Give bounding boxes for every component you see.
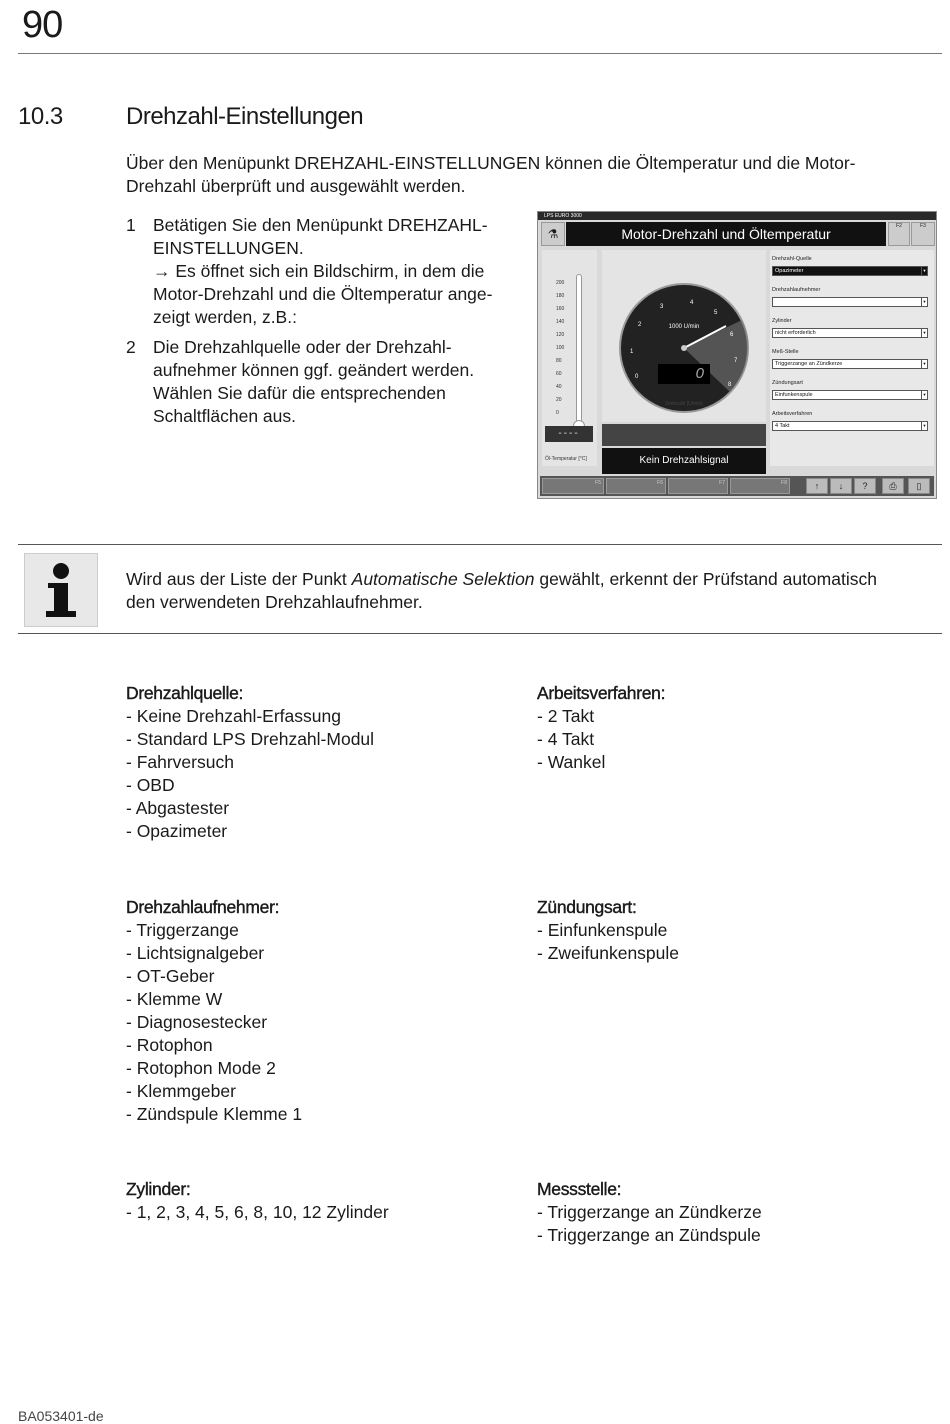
list-title: Drehzahlaufnehmer: — [126, 897, 280, 917]
setting-select — [772, 390, 928, 400]
thermometer-icon — [576, 274, 582, 424]
list-item: - Zündspule Klemme 1 — [126, 1104, 303, 1124]
thermo-tick: 160 — [556, 306, 565, 312]
info-icon — [24, 553, 98, 627]
header-rule — [18, 53, 942, 54]
setting-select — [772, 297, 928, 307]
list-item: - Zweifunkenspule — [537, 943, 680, 963]
list-title: Messstelle: — [537, 1179, 622, 1199]
function-key: F5 — [542, 478, 604, 494]
step-line: Die Drehzahlquelle oder der Drehzahl- — [153, 337, 452, 357]
section-title: Drehzahl-Einstellungen — [126, 103, 364, 130]
gauge-tick: 2 — [638, 322, 642, 328]
list-item: - 2 Takt — [537, 706, 595, 726]
list-zuendungsart — [537, 896, 927, 965]
info-rule-bottom — [18, 633, 942, 634]
dropdown-arrow-icon: ▼ — [922, 361, 927, 366]
step-line: aufnehmer können ggf. geändert werden. — [153, 360, 475, 380]
step-line: Wählen Sie dafür die entsprechenden — [153, 383, 446, 403]
list-item: - Diagnosestecker — [126, 1012, 268, 1032]
function-key: F6 — [606, 478, 666, 494]
oil-temp-display: ---- — [545, 426, 593, 442]
list-item: - Fahrversuch — [126, 752, 234, 772]
rpm-label: Drehzahl [U/min] — [665, 401, 703, 407]
list-item: - Abgastester — [126, 798, 230, 818]
window-caption: LPS EURO 3000 — [544, 213, 582, 219]
intro-line: Drehzahl überprüft und ausgewählt werden. — [126, 176, 466, 196]
arrow-up-icon: ↑ — [806, 478, 828, 494]
intro-line: Über den Menüpunkt DREHZAHL-EINSTELLUNGEN können die Öltemperatur und die Motor- — [126, 153, 856, 173]
tachometer-gauge — [602, 250, 766, 422]
list-item: - Triggerzange an Zündkerze — [537, 1202, 762, 1222]
window-caption-bar — [538, 212, 936, 220]
thermo-tick: 120 — [556, 332, 565, 338]
step-line: Betätigen Sie den Menüpunkt DREHZAHL- — [153, 215, 488, 235]
setting-value: nicht erforderlich — [775, 330, 816, 336]
setting-label: Drehzahlaufnehmer — [772, 287, 821, 293]
help-icon: ? — [854, 478, 876, 494]
setting-select — [772, 328, 928, 338]
gauge-tick: 1 — [630, 349, 634, 355]
oil-temp-label: Öl-Temperatur [°C] — [545, 456, 587, 462]
f3-label: F3 — [920, 223, 926, 229]
setting-select — [772, 421, 928, 431]
setting-label: Zylinder — [772, 318, 792, 324]
f2-button — [888, 222, 910, 246]
list-item: - Rotophon — [126, 1035, 213, 1055]
info-rule-top — [18, 544, 942, 545]
setting-label: Zündungsart — [772, 380, 803, 386]
signal-status: Kein Drehzahlsignal — [602, 448, 766, 474]
list-title: Zylinder: — [126, 1179, 191, 1199]
document-code: BA053401-de — [18, 1408, 104, 1424]
list-item: - Opazimeter — [126, 821, 228, 841]
info-line: den verwendeten Drehzahlaufnehmer. — [126, 592, 423, 612]
list-title: Zündungsart: — [537, 897, 637, 917]
setting-value: 4 Takt — [775, 423, 790, 429]
list-item: - Klemmgeber — [126, 1081, 236, 1101]
info-note — [126, 568, 926, 614]
list-item: - Keine Drehzahl-Erfassung — [126, 706, 341, 726]
gauge-tick: 5 — [714, 310, 718, 316]
exit-icon: ▯ — [908, 478, 930, 494]
list-item: - OBD — [126, 775, 175, 795]
tachometer-panel — [602, 250, 766, 422]
step-line: Schaltflächen aus. — [153, 406, 297, 426]
step-number: 1 — [126, 215, 136, 235]
thermo-tick: 140 — [556, 319, 565, 325]
thermometer-panel — [542, 250, 597, 466]
gauge-tick: 4 — [690, 300, 694, 306]
screen-title: Motor-Drehzahl und Öltemperatur — [566, 222, 886, 246]
setting-label: Meß-Stelle — [772, 349, 799, 355]
gauge-tick: 8 — [728, 382, 732, 388]
thermo-tick: 20 — [556, 397, 562, 403]
setting-select — [772, 359, 928, 369]
setting-label: Drehzahl-Quelle — [772, 256, 812, 262]
thermo-tick: 40 — [556, 384, 562, 390]
gauge-tick: 6 — [730, 332, 734, 338]
list-item: - Einfunkenspule — [537, 920, 668, 940]
step-number: 2 — [126, 337, 136, 357]
info-line: Wird aus der Liste der Punkt Automatische Selektion gewählt, erkennt der Prüfstand automatisch — [126, 569, 877, 589]
function-key: F8 — [730, 478, 790, 494]
thermo-tick: 80 — [556, 358, 562, 364]
page-number: 90 — [22, 4, 63, 46]
setting-value: Opazimeter — [775, 268, 804, 274]
dropdown-arrow-icon: ▼ — [922, 330, 927, 335]
gauge-unit: 1000 U/min — [668, 324, 700, 330]
step-line: EINSTELLUNGEN. — [153, 238, 304, 258]
f2-label: F2 — [896, 223, 902, 229]
print-icon: ⎙ — [882, 478, 904, 494]
step-text — [153, 214, 523, 329]
intro-paragraph — [126, 152, 916, 198]
list-drehzahlquelle — [126, 682, 526, 843]
dropdown-arrow-icon: ▼ — [922, 392, 927, 397]
gauge-tick: 0 — [635, 374, 639, 380]
step-line: zeigt werden, z.B.: — [153, 307, 297, 327]
step-line: → Es öffnet sich ein Bildschirm, in dem die — [153, 261, 485, 281]
dropdown-arrow-icon: ▼ — [922, 268, 927, 273]
thermo-tick: 180 — [556, 293, 565, 299]
list-item: - 4 Takt — [537, 729, 595, 749]
setting-label: Arbeitsverfahren — [772, 411, 813, 417]
rpm-screen-screenshot — [537, 211, 937, 499]
list-item: - Standard LPS Drehzahl-Modul — [126, 729, 375, 749]
thermo-tick: 0 — [556, 410, 559, 416]
thermo-tick: 60 — [556, 371, 562, 377]
thermo-tick: 100 — [556, 345, 565, 351]
step-line: Motor-Drehzahl und die Öltemperatur ange- — [153, 284, 493, 304]
arrow-down-icon: ↓ — [830, 478, 852, 494]
list-item: - Lichtsignalgeber — [126, 943, 265, 963]
list-drehzahlaufnehmer — [126, 896, 526, 1126]
info-emphasis: Automatische Selektion — [351, 569, 535, 589]
list-item: - OT-Geber — [126, 966, 215, 986]
rpm-digital-display: 0 — [658, 364, 710, 384]
status-box — [602, 424, 766, 446]
oil-can-icon: ⚗ — [541, 222, 565, 246]
list-item: - Wankel — [537, 752, 606, 772]
function-key: F7 — [668, 478, 728, 494]
dropdown-arrow-icon: ▼ — [922, 299, 927, 304]
list-messstelle — [537, 1178, 927, 1247]
gauge-tick: 3 — [660, 304, 664, 310]
list-item: - Rotophon Mode 2 — [126, 1058, 276, 1078]
setting-select — [772, 266, 928, 276]
list-item: - Triggerzange an Zündspule — [537, 1225, 761, 1245]
setting-value: Einfunkenspule — [775, 392, 813, 398]
f3-button — [911, 222, 935, 246]
gauge-tick: 7 — [734, 358, 738, 364]
list-item: - Klemme W — [126, 989, 223, 1009]
list-item: - Triggerzange — [126, 920, 239, 940]
setting-value: Triggerzange an Zündkerze — [775, 361, 843, 367]
list-arbeitsverfahren — [537, 682, 927, 774]
step-text — [153, 336, 523, 428]
list-item: - 1, 2, 3, 4, 5, 6, 8, 10, 12 Zylinder — [126, 1202, 389, 1222]
settings-panel — [770, 250, 934, 466]
list-title: Arbeitsverfahren: — [537, 683, 666, 703]
list-title: Drehzahlquelle: — [126, 683, 244, 703]
section-number: 10.3 — [18, 103, 63, 130]
thermo-tick: 200 — [556, 280, 565, 286]
dropdown-arrow-icon: ▼ — [922, 423, 927, 428]
function-key-bar — [540, 476, 934, 496]
list-zylinder — [126, 1178, 526, 1224]
